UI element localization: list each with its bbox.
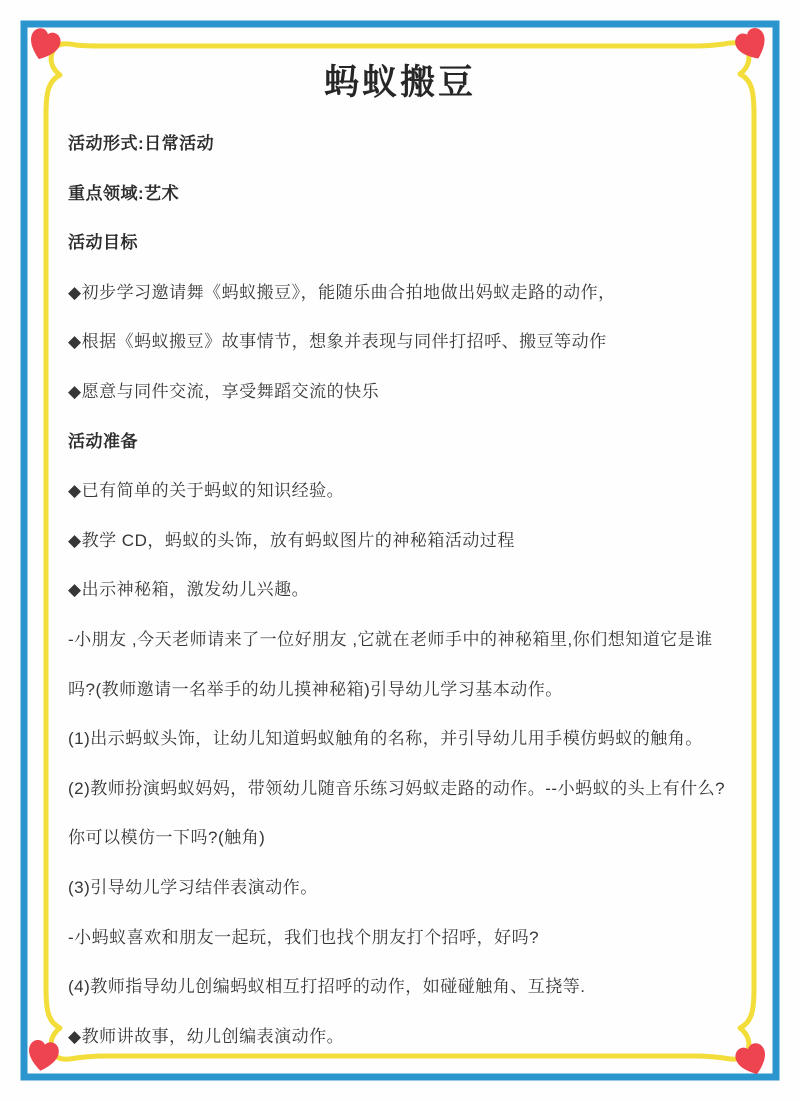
bullet-item: ◆出示神秘箱，激发幼儿兴趣。: [68, 580, 310, 600]
document-body: [68, 119, 738, 1061]
bullet-item: ◆根据《蚂蚁搬豆》故事情节，想象并表现与同伴打招呼、搬豆等动作: [68, 332, 607, 352]
paragraph: (4)教师指导幼儿创编蚂蚁相互打招呼的动作，如碰碰触角、互挠等.: [68, 977, 586, 997]
bullet-item: ◆初步学习邀请舞《蚂蚁搬豆》，能随乐曲合拍地做出妈蚁走路的动作，: [68, 282, 616, 302]
heart-icon: [25, 26, 63, 64]
bullet-item: ◆教师讲故事，幼儿创编表演动作。: [68, 1026, 345, 1046]
paragraph: -小朋友 ,今天老师请来了一位好朋友 ,它就在老师手中的神秘箱里,你们想知道它是谁吗?(教师邀请一名举手的幼儿摸神秘箱)引导幼儿学习基本动作。: [68, 629, 713, 699]
section-heading-preparation: 活动准备: [68, 431, 138, 451]
heart-icon: [26, 1039, 61, 1074]
paragraph: (1)出示蚂蚁头饰，让幼儿知道蚂蚁触角的名称，并引导幼儿用手模仿蚂蚁的触角。: [68, 729, 703, 749]
heart-icon: [732, 25, 772, 65]
section-heading-goals: 活动目标: [68, 233, 138, 253]
meta-activity-form: 活动形式:日常活动: [68, 134, 215, 153]
paragraph: -小蚂蚁喜欢和朋友一起玩，我们也找个朋友打个招呼，好吗?: [68, 927, 540, 947]
bullet-item: ◆教学 CD，蚂蚁的头饰，放有蚂蚁图片的神秘箱活动过程: [68, 530, 515, 550]
paragraph: (2)教师扮演蚂蚁妈妈，带领幼儿随音乐练习妈蚁走路的动作。--小蚂蚁的头上有什么?你可以模仿一下吗?(触角): [68, 778, 726, 848]
page-title: 蚂蚁搬豆: [323, 63, 476, 102]
meta-key-domain: 重点领域:艺术: [68, 183, 180, 203]
heart-icon: [733, 1041, 771, 1079]
paragraph: (3)引导幼儿学习结伴表演动作。: [68, 877, 318, 897]
bullet-item: ◆已有简单的关于蚂蚁的知识经验。: [68, 481, 345, 501]
bullet-item: ◆愿意与同件交流，享受舞蹈交流的快乐: [68, 381, 380, 401]
